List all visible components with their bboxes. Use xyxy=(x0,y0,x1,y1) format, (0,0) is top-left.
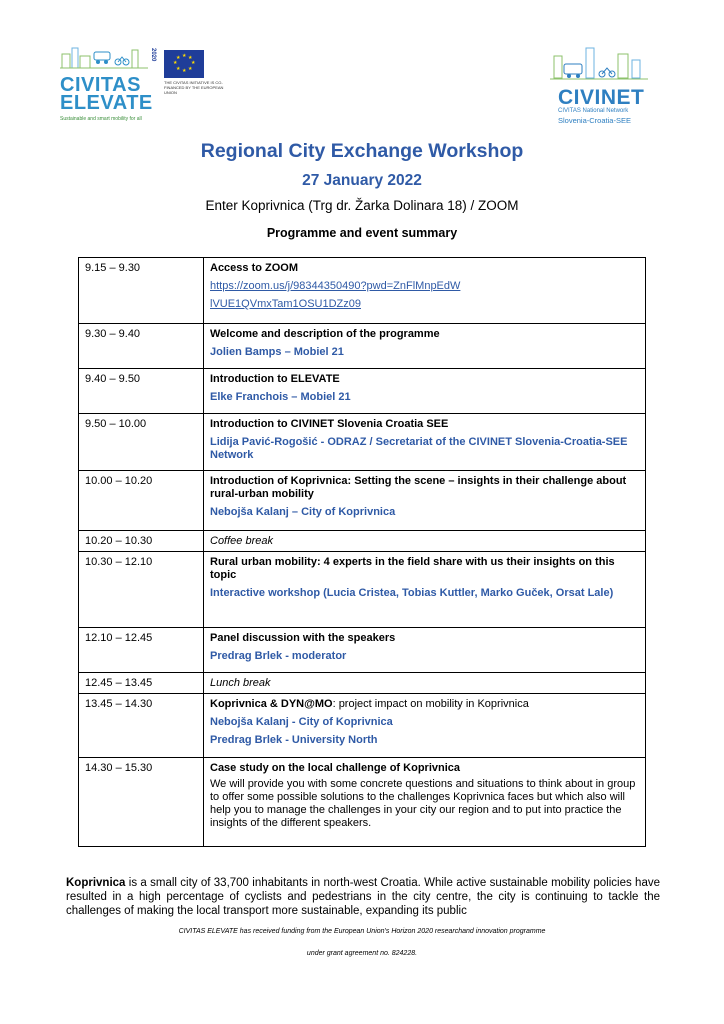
agenda-speaker-2: Predrag Brlek - University North xyxy=(210,734,378,746)
agenda-time: 9.40 – 9.50 xyxy=(79,369,204,414)
programme-heading: Programme and event summary xyxy=(266,226,458,240)
agenda-content xyxy=(204,673,646,694)
agenda-title xyxy=(210,698,639,711)
agenda-time: 10.00 – 10.20 xyxy=(79,471,204,531)
event-venue: Enter Koprivnica (Trg dr. Žarka Dolinara 18) / ZOOM xyxy=(205,198,519,213)
agenda-content xyxy=(204,471,646,531)
agenda-time: 13.45 – 14.30 xyxy=(79,694,204,758)
agenda-speaker: Lidija Pavić-Rogošić - ODRAZ / Secretariat of the CIVINET Slovenia-Croatia-SEE Network xyxy=(210,436,628,461)
agenda-title: Introduction to CIVINET Slovenia Croatia SEE xyxy=(210,418,449,430)
agenda-title: Introduction to ELEVATE xyxy=(210,373,340,385)
agenda-time: 9.50 – 10.00 xyxy=(79,414,204,471)
agenda-row xyxy=(79,369,646,414)
agenda-speaker: Elke Franchois – Mobiel 21 xyxy=(210,391,351,403)
agenda-title: Case study on the local challenge of Koprivnica xyxy=(210,762,461,774)
civinet-logo xyxy=(550,44,660,134)
agenda-row xyxy=(79,324,646,369)
agenda-title: Panel discussion with the speakers xyxy=(210,632,396,644)
svg-text:★: ★ xyxy=(176,55,181,61)
agenda-row xyxy=(79,673,646,694)
agenda-row xyxy=(79,258,646,324)
civitas-elevate-logo xyxy=(60,44,224,124)
agenda-row xyxy=(79,531,646,552)
agenda-time: 10.30 – 12.10 xyxy=(79,552,204,628)
civinet-city-icon xyxy=(550,44,650,84)
agenda-title-rest: : project impact on mobility in Koprivnica xyxy=(332,698,529,710)
grant-footnote: under grant agreement no. 824228. xyxy=(306,950,418,957)
break-note: Lunch break xyxy=(210,677,271,689)
agenda-row xyxy=(79,694,646,758)
agenda-content xyxy=(204,369,646,414)
elevate-word: ELEVATE xyxy=(60,92,153,114)
civinet-word: CIVINET xyxy=(558,86,645,109)
civitas-word: CIVITAS xyxy=(60,74,141,96)
agenda-title: Introduction of Koprivnica: Setting the scene – insights in their challenge about rural-urban mobility xyxy=(210,475,627,500)
agenda-description: We will provide you with some concrete questions and situations to think about in group to offer some possible solutions to the challenges Koprivnica faces but which also will help you to manage the challenges in your city our region and to put into practice the insights of the different speakers. xyxy=(210,778,636,829)
svg-text:★: ★ xyxy=(188,66,193,72)
civitas-tagline: Sustainable and smart mobility for all xyxy=(60,116,142,122)
agenda-speaker: Nebojša Kalanj - City of Koprivnica xyxy=(210,716,393,728)
zoom-link[interactable]: https://zoom.us/j/98344350490?pwd=ZnFlMnpEdW xyxy=(210,280,461,292)
city-skyline-icon xyxy=(60,44,150,70)
summary-paragraph xyxy=(66,876,660,918)
funding-footnote: CIVITAS ELEVATE has received funding from the European Union's Horizon 2020 researchand innovation programme xyxy=(178,928,546,935)
agenda-row xyxy=(79,758,646,847)
agenda-time: 12.45 – 13.45 xyxy=(79,673,204,694)
svg-text:★: ★ xyxy=(188,55,193,61)
eu-flag-icon xyxy=(164,50,204,78)
civinet-region-text: Slovenia-Croatia-SEE xyxy=(558,116,631,125)
agenda-row xyxy=(79,471,646,531)
agenda-time: 14.30 – 15.30 xyxy=(79,758,204,847)
agenda-time: 12.10 – 12.45 xyxy=(79,628,204,673)
agenda-content xyxy=(204,414,646,471)
svg-text:★: ★ xyxy=(182,53,187,59)
agenda-content xyxy=(204,324,646,369)
agenda-time: 9.15 – 9.30 xyxy=(79,258,204,324)
agenda-speaker: Jolien Bamps – Mobiel 21 xyxy=(210,346,344,358)
eu-cofinanced-text: THE CIVITAS INITIATIVE IS CO-FINANCED BY THE EUROPEAN UNION xyxy=(164,80,224,95)
svg-text:★: ★ xyxy=(191,60,196,66)
year-tag: 2020 xyxy=(150,48,156,62)
svg-text:★: ★ xyxy=(182,68,187,74)
agenda-title: Welcome and description of the programme xyxy=(210,328,440,340)
agenda-content xyxy=(204,628,646,673)
agenda-row xyxy=(79,552,646,628)
agenda-title-bold: Koprivnica & DYN@MO xyxy=(210,698,333,710)
agenda-table xyxy=(78,257,646,847)
zoom-link-continued[interactable]: lVUE1QVmxTam1OSU1DZz09 xyxy=(210,298,361,310)
agenda-speaker: Nebojša Kalanj – City of Koprivnica xyxy=(210,506,396,518)
agenda-time: 9.30 – 9.40 xyxy=(79,324,204,369)
break-note: Coffee break xyxy=(210,535,273,547)
agenda-title: Rural urban mobility: 4 experts in the field share with us their insights on this topic xyxy=(210,556,615,581)
agenda-content xyxy=(204,552,646,628)
agenda-speaker: Interactive workshop (Lucia Cristea, Tobias Kuttler, Marko Guček, Orsat Lale) xyxy=(210,587,614,599)
agenda-row xyxy=(79,414,646,471)
agenda-row xyxy=(79,628,646,673)
svg-text:★: ★ xyxy=(173,60,178,66)
event-date: 27 January 2022 xyxy=(302,172,422,189)
summary-text: is a small city of 33,700 inhabitants in north-west Croatia. While active sustainable mobility policies have resulted in a high percentage of cyclists and pedestrians in the city centre, the city is continuing to tackle the challenges of making the local transport more sustainable, expanding its public xyxy=(66,877,660,917)
agenda-content xyxy=(204,258,646,324)
page-title: Regional City Exchange Workshop xyxy=(200,140,524,162)
agenda-time: 10.20 – 10.30 xyxy=(79,531,204,552)
agenda-content xyxy=(204,531,646,552)
agenda-content xyxy=(204,758,646,847)
agenda-title: Access to ZOOM xyxy=(210,262,299,274)
civinet-network-text: CIVITAS National Network xyxy=(558,108,629,114)
svg-text:★: ★ xyxy=(176,66,181,72)
agenda-speaker: Predrag Brlek - moderator xyxy=(210,650,347,662)
summary-city-name: Koprivnica xyxy=(66,877,126,889)
agenda-content xyxy=(204,694,646,758)
